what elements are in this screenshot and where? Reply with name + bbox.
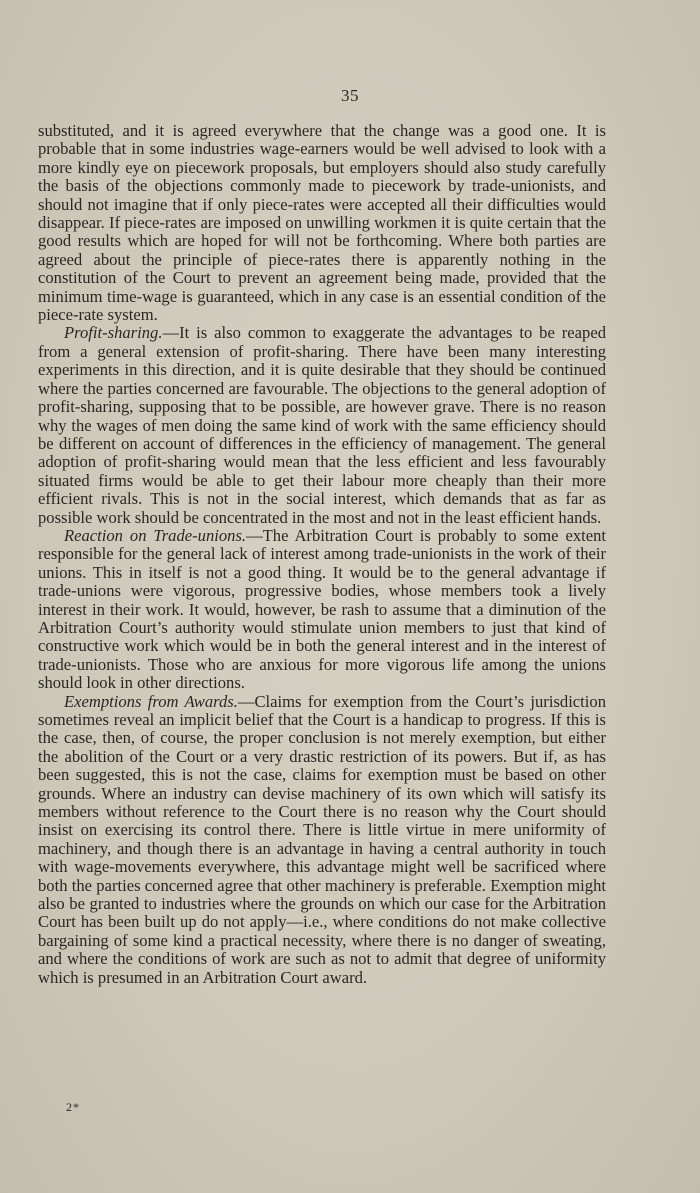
paragraph-profit-sharing [38, 324, 606, 526]
paragraph-text: —It is also common to exaggerate the advantages to be reaped from a general extension of profit-sharing. There have been many interesting experiments in this direction, and it is quite desirable that they should be continued where the parties concerned are favourable. The objections to the general adoption of profit-sharing, supposing that to be possible, are however grave. There is no reason why the wages of men doing the same kind of work with the same efficiency should be different on account of differences in the efficiency of management. The general adoption of profit-sharing would mean that the less efficient and less favourably situated firms would be able to get their labour more cheaply than their more efficient rivals. This is not in the social interest, which demands that as far as possible work should be concentrated in the most and not in the least efficient hands. [38, 323, 606, 527]
paragraph-heading: Profit-sharing. [64, 323, 163, 343]
paragraph-heading: Reaction on Trade-unions. [64, 525, 247, 545]
paragraph-text: —The Arbitration Court is probably to some extent responsible for the general lack of interest among trade-unionists in the work of their unions. This in itself is not a good thing. It would be to the general advantage if trade-unions were vigorous, progressive bodies, whose members took a lively interest in their work. It would, however, be rash to assume that a diminution of the Arbitration Court’s authority would stimulate union members to just that kind of constructive work which would be in both the general interest and in the interest of trade-unionists. Those who are anxious for more vigorous life among the unions should look in other directions. [38, 525, 606, 693]
paragraph-continuation [38, 122, 606, 324]
signature-mark: 2* [66, 1100, 80, 1114]
paragraph-exemptions-from-awards [38, 693, 606, 988]
body-text [38, 122, 606, 987]
page-number: 35 [341, 86, 359, 105]
paragraph-reaction-on-trade-unions [38, 527, 606, 693]
paragraph-text: substituted, and it is agreed everywhere that the change was a good one. It is probable that in some industries wage-earners would be well advised to look with a more kindly eye on piecework proposals, but employers should also study carefully the basis of the objections commonly made to piecework by trade-unionists, and should not imagine that if only piece-rates were accepted all their difficulties would disappear. If piece-rates are imposed on unwilling workmen it is quite certain that the good results which are hoped for will not be forthcoming. Where both parties are agreed about the principle of piece-rates there is apparently nothing in the constitution of the Court to prevent an agreement being made, provided that the minimum time-wage is guaranteed, which in any case is an essential condition of the piece-rate system. [38, 121, 606, 325]
paragraph-heading: Exemptions from Awards. [64, 691, 238, 711]
paragraph-text: —Claims for exemption from the Court’s jurisdiction sometimes reveal an implicit belief that the Court is a handicap to progress. If this is the case, then, of course, the proper conclusion is not merely exemption, but either the abolition of the Court or a very drastic restriction of its powers. But if, as has been suggested, this is not the case, claims for exemption must be based on other grounds. Where an industry can devise machinery of its own which will satisfy its members without reference to the Court there is no reason why the Court should insist on exercising its control there. There is little virtue in mere uniformity of machinery, and though there is an advantage in having a central authority in touch with wage-movements everywhere, this advantage might well be sacrificed where both the parties concerned agree that other machinery is preferable. Exemption might also be granted to industries where the grounds on which our case for the Arbitration Court has been built up do not apply—i.e., where conditions do not make collective bargaining of some kind a practical necessity, where there is no danger of sweating, and where the conditions of work are such as not to admit that degree of uniformity which is presumed in an Arbitration Court award. [38, 691, 606, 987]
